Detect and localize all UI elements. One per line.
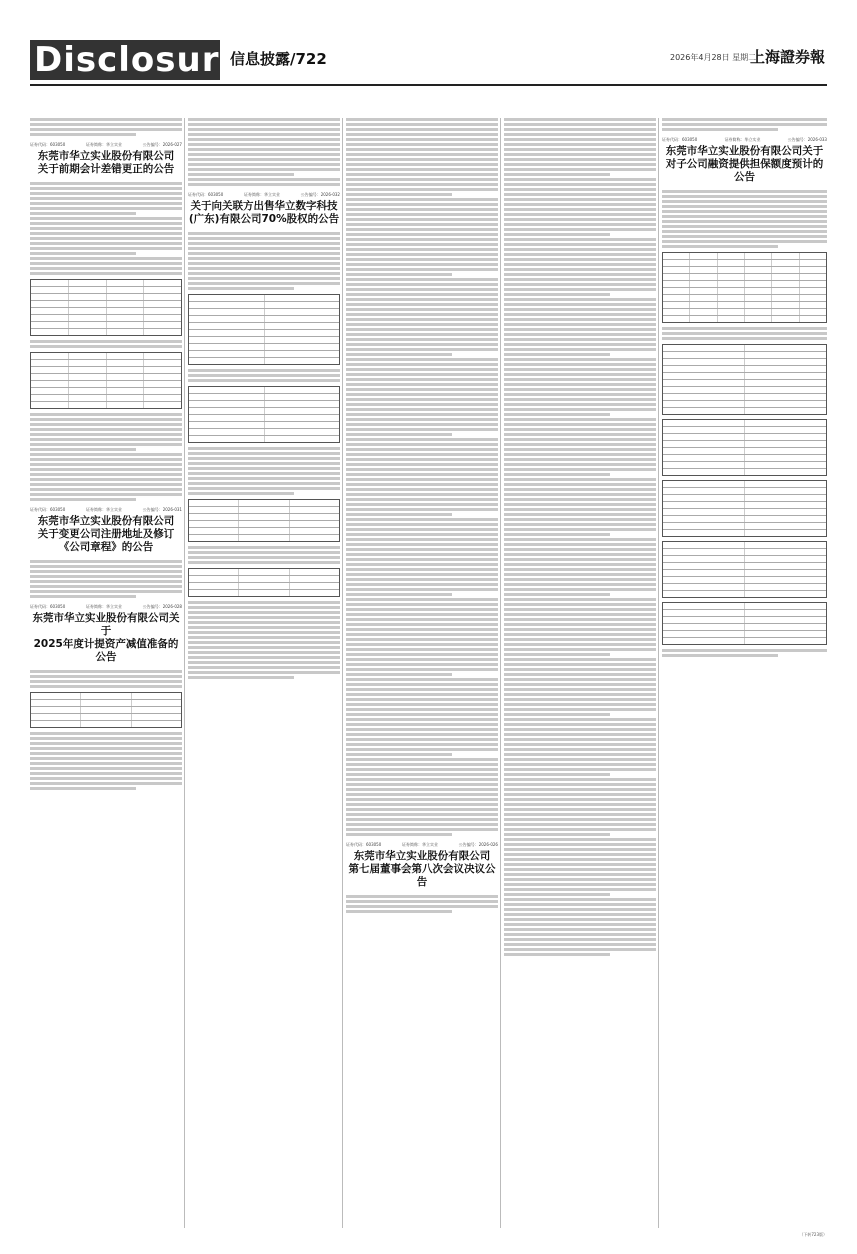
announcement-title: 东莞市华立实业股份有限公司 关于变更公司注册地址及修订 《公司章程》的公告 <box>37 515 175 553</box>
page-header <box>30 38 827 82</box>
data-table <box>662 541 827 598</box>
section-title: 信息披露/722 <box>230 50 327 68</box>
stock-abbr: 证券简称：华立实业 <box>86 507 122 512</box>
column-divider <box>658 118 659 1228</box>
column-divider <box>500 118 501 1228</box>
data-table <box>662 419 827 476</box>
data-table <box>188 386 340 443</box>
data-table <box>30 692 182 728</box>
announcement-title: 东莞市华立实业股份有限公司 关于前期会计差错更正的公告 <box>37 150 175 175</box>
stock-code: 证券代码：603050 <box>30 507 66 512</box>
column-1 <box>30 118 182 1228</box>
announcement <box>30 604 182 664</box>
stock-abbr: 证券简称：华立实业 <box>244 192 280 197</box>
announcement <box>188 192 340 226</box>
data-table <box>662 344 827 415</box>
stock-abbr: 证券简称：华立实业 <box>402 842 438 847</box>
notice-number: 公告编号：2026-028 <box>142 604 182 609</box>
announcement <box>662 137 827 184</box>
column-4 <box>504 118 656 1228</box>
column-3 <box>346 118 498 1228</box>
stock-code: 证券代码：603050 <box>30 604 66 609</box>
issue-date: 2026年4月28日 星期二 <box>670 53 757 62</box>
stock-code: 证券代码：603050 <box>662 137 698 142</box>
announcement <box>30 507 182 554</box>
column-2 <box>188 118 340 1228</box>
data-table <box>30 352 182 409</box>
announcement-title: 东莞市华立实业股份有限公司关于 2025年度计提资产减值准备的公告 <box>32 612 180 663</box>
data-table <box>30 279 182 336</box>
stock-code: 证券代码：603050 <box>188 192 224 197</box>
stock-abbr: 证券简称：华立实业 <box>86 142 122 147</box>
data-table <box>188 499 340 542</box>
column-5 <box>662 118 827 1228</box>
announcement-title: 东莞市华立实业股份有限公司关于 对子公司融资提供担保额度预计的公告 <box>665 145 824 183</box>
stock-code: 证券代码：603050 <box>30 142 66 147</box>
column-divider <box>342 118 343 1228</box>
data-table <box>188 568 340 597</box>
data-table <box>662 602 827 645</box>
notice-number: 公告编号：2026-027 <box>142 142 182 147</box>
announcement-title: 东莞市华立实业股份有限公司 第七届董事会第八次会议决议公告 <box>348 850 496 888</box>
header-rule <box>30 84 827 86</box>
notice-number: 公告编号：2026-031 <box>142 507 182 512</box>
data-table <box>188 294 340 365</box>
announcement <box>346 842 498 889</box>
announcement-title: 关于向关联方出售华立数字科技 (广东)有限公司70%股权的公告 <box>188 200 340 225</box>
data-table <box>662 480 827 537</box>
newspaper-brand: 上海證券報 <box>750 48 826 66</box>
disclosure-logo: Disclosure <box>30 40 220 80</box>
notice-number: 公告编号：2026-026 <box>458 842 498 847</box>
stock-abbr: 证券简称：华立实业 <box>724 137 761 142</box>
notice-number: 公告编号：2026-033 <box>787 137 827 142</box>
stock-code: 证券代码：603050 <box>346 842 382 847</box>
column-divider <box>184 118 185 1228</box>
continued-note: （下转723版） <box>799 1232 827 1237</box>
announcement <box>30 142 182 176</box>
data-table <box>662 252 827 323</box>
notice-number: 公告编号：2026-032 <box>300 192 340 197</box>
stock-abbr: 证券简称：华立实业 <box>86 604 122 609</box>
